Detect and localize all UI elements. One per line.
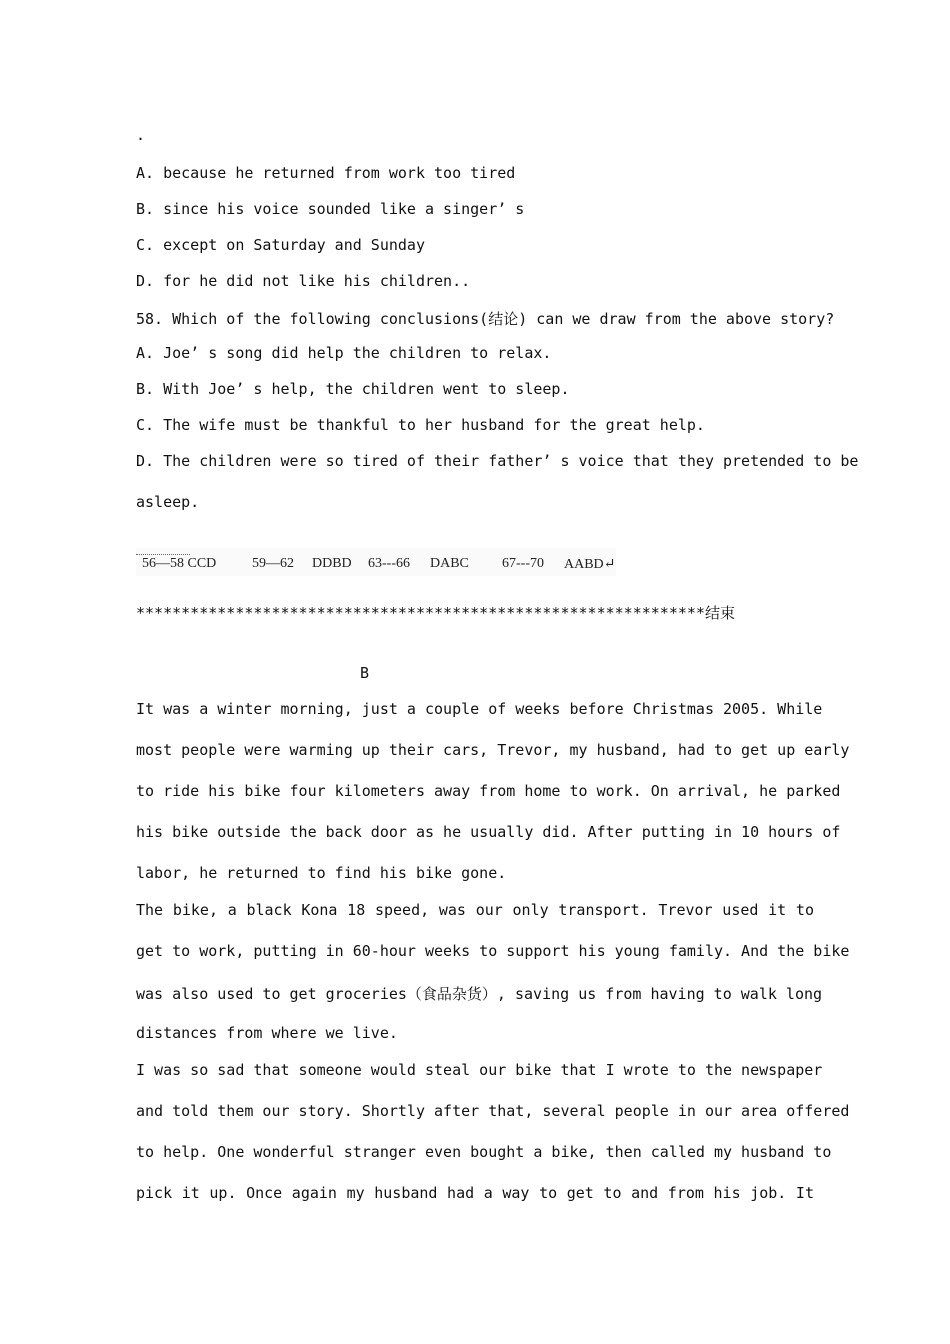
paragraph-3-line: pick it up. Once again my husband had a way to get to and from his job. It xyxy=(136,1184,814,1202)
end-marker: ***************************************************************结束 xyxy=(136,604,735,622)
q58-question: 58. Which of the following conclusions(结论) can we draw from the above story? xyxy=(136,310,835,328)
paragraph-1-line: to ride his bike four kilometers away from home to work. On arrival, he parked xyxy=(136,782,841,800)
answer-key-group-2-label: 59—62 xyxy=(252,556,294,571)
answer-key-group-3-label: 63---66 xyxy=(368,556,410,571)
paragraph-2-last-line: distances from where we live. xyxy=(136,1024,398,1042)
paragraph-2-line: The bike, a black Kona 18 speed, was our only transport. Trevor used it to xyxy=(136,901,814,919)
paragraph-3-line: and told them our story. Shortly after that, several people in our area offered xyxy=(136,1102,850,1120)
section-heading: B xyxy=(360,664,370,682)
paragraph-1-last-line: labor, he returned to find his bike gone. xyxy=(136,864,507,882)
answer-key-image xyxy=(136,548,616,576)
paragraph-3-line: I was so sad that someone would steal our bike that I wrote to the newspaper xyxy=(136,1061,823,1079)
q57-option-b: B. since his voice sounded like a singer’ s xyxy=(136,200,525,218)
q57-option-a: A. because he returned from work too tired xyxy=(136,164,516,182)
answer-key-group-2-value: DDBD xyxy=(312,556,352,571)
paragraph-2-line: was also used to get groceries（食品杂货）, saving us from having to walk long xyxy=(136,985,823,1003)
q58-option-d: D. The children were so tired of their father’ s voice that they pretended to be xyxy=(136,452,859,470)
paragraph-3-line: to help. One wonderful stranger even bought a bike, then called my husband to xyxy=(136,1143,832,1161)
paragraph-1-line: It was a winter morning, just a couple of weeks before Christmas 2005. While xyxy=(136,700,823,718)
q58-option-d-cont: asleep. xyxy=(136,493,200,511)
paragraph-1-line: most people were warming up their cars, Trevor, my husband, had to get up early xyxy=(136,741,850,759)
stray-dot: · xyxy=(136,130,146,148)
answer-key-group-1: 56—58 CCD xyxy=(142,556,217,571)
q58-option-c: C. The wife must be thankful to her husband for the great help. xyxy=(136,416,705,434)
paragraph-2-line: get to work, putting in 60-hour weeks to support his young family. And the bike xyxy=(136,942,850,960)
answer-key-squiggle xyxy=(136,548,190,555)
answer-key-group-4-value: AABD↵ xyxy=(564,557,616,572)
q57-option-c: C. except on Saturday and Sunday xyxy=(136,236,425,254)
answer-key-group-4-label: 67---70 xyxy=(502,556,544,571)
q57-option-d: D. for he did not like his children.. xyxy=(136,272,471,290)
q58-option-a: A. Joe’ s song did help the children to relax. xyxy=(136,344,552,362)
paragraph-1-line: his bike outside the back door as he usually did. After putting in 10 hours of xyxy=(136,823,841,841)
q58-option-b: B. With Joe’ s help, the children went to sleep. xyxy=(136,380,570,398)
answer-key-group-3-value: DABC xyxy=(430,556,469,571)
